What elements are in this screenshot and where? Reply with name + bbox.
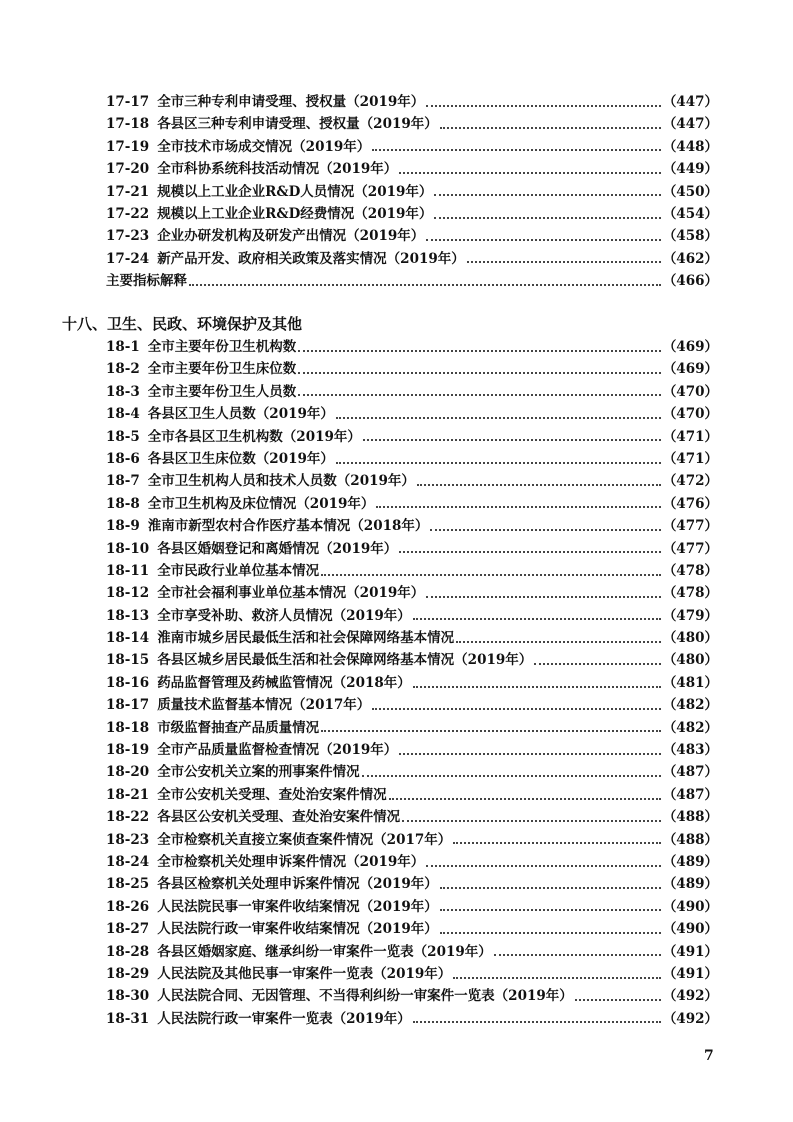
toc-entry[interactable] xyxy=(106,336,718,358)
entry-title: 各县区卫生人员数（2019年） xyxy=(147,406,334,423)
entry-title: 药品监督管理及药械监管情况（2018年） xyxy=(157,674,411,691)
entry-number: 18-7 xyxy=(106,473,140,490)
entry-number: 18-14 xyxy=(106,630,150,647)
entry-page: （466） xyxy=(662,273,718,290)
entry-page: （479） xyxy=(662,607,718,624)
entry-page: （492） xyxy=(662,1010,718,1027)
page-number: 7 xyxy=(704,1048,714,1064)
dot-leader xyxy=(467,260,661,263)
toc-entry[interactable] xyxy=(106,248,718,270)
dot-leader xyxy=(321,573,661,576)
entry-title: 全市卫生机构及床位情况（2019年） xyxy=(147,495,375,512)
entry-number: 17-24 xyxy=(106,250,150,267)
entry-number: 18-5 xyxy=(106,428,140,445)
section-heading: 十八、卫生、民政、环境保护及其他 xyxy=(62,315,303,333)
entry-page: （482） xyxy=(662,719,718,736)
toc-entry[interactable] xyxy=(106,582,718,604)
dot-leader xyxy=(426,104,661,107)
dot-leader xyxy=(575,998,661,1001)
entry-title: 全市主要年份卫生床位数 xyxy=(147,361,297,378)
entry-page: （469） xyxy=(662,339,718,355)
entry-number: 18-21 xyxy=(106,786,150,803)
dot-leader xyxy=(376,505,660,508)
dot-leader xyxy=(426,595,661,598)
entry-page: （492） xyxy=(662,988,718,1005)
entry-title: 人民法院及其他民事一审案件一览表（2019年） xyxy=(157,965,452,982)
entry-title: 企业办研发机构及研发产出情况（2019年） xyxy=(157,228,425,245)
entry-number: 18-9 xyxy=(106,518,140,535)
entry-number: 18-3 xyxy=(106,383,140,400)
entry-number: 17-17 xyxy=(106,94,150,110)
toc-entry[interactable] xyxy=(106,739,718,761)
entry-title: 全市享受补助、救济人员情况（2019年） xyxy=(157,607,411,624)
entry-number: 18-25 xyxy=(106,876,150,893)
entry-page: （482） xyxy=(662,697,718,714)
toc-entry[interactable] xyxy=(106,649,718,671)
toc-entry[interactable] xyxy=(106,203,718,225)
entry-title: 全市各县区卫生机构数（2019年） xyxy=(147,428,361,445)
toc-entry[interactable] xyxy=(106,470,718,492)
toc-entry[interactable] xyxy=(106,941,718,963)
entry-title: 规模以上工业企业R&D人员情况（2019年） xyxy=(157,183,433,200)
entry-page: （491） xyxy=(662,965,718,982)
dot-leader xyxy=(189,283,661,286)
toc-entry[interactable] xyxy=(106,784,718,806)
dot-leader xyxy=(399,752,661,755)
entry-number: 18-11 xyxy=(106,562,150,579)
toc-entry[interactable] xyxy=(106,605,718,627)
entry-title: 全市检察机关处理申诉案件情况（2019年） xyxy=(157,853,425,870)
entry-number: 18-29 xyxy=(106,965,150,982)
dot-leader xyxy=(362,774,661,777)
entry-page: （487） xyxy=(662,786,718,803)
entry-page: （477） xyxy=(662,540,718,557)
dot-leader xyxy=(413,685,661,688)
toc-entry[interactable] xyxy=(106,963,718,985)
entry-page: （450） xyxy=(662,183,718,200)
entry-page: （471） xyxy=(662,428,718,445)
entry-page: （490） xyxy=(662,898,718,915)
dot-leader xyxy=(453,976,661,979)
entry-number: 18-23 xyxy=(106,831,150,848)
entry-title: 各县区城乡居民最低生活和社会保障网络基本情况（2019年） xyxy=(157,652,533,669)
entry-title: 淮南市新型农村合作医疗基本情况（2018年） xyxy=(147,518,429,535)
toc-entry[interactable] xyxy=(106,672,718,694)
toc-entry[interactable] xyxy=(106,538,718,560)
entry-page: （480） xyxy=(662,652,718,669)
entry-number: 18-27 xyxy=(106,921,150,938)
entry-title: 全市社会福利事业单位基本情况（2019年） xyxy=(157,585,425,602)
toc-entry[interactable] xyxy=(106,381,718,403)
toc-entry[interactable] xyxy=(106,493,718,515)
toc-entry[interactable] xyxy=(106,113,718,135)
toc-entry[interactable] xyxy=(106,158,718,180)
toc-entry[interactable] xyxy=(106,806,718,828)
entry-number: 18-6 xyxy=(106,450,140,467)
entry-number: 17-18 xyxy=(106,116,150,133)
entry-title: 全市公安机关受理、查处治安案件情况 xyxy=(157,786,387,803)
dot-leader xyxy=(321,729,661,732)
dot-leader xyxy=(298,349,661,352)
entry-page: （488） xyxy=(662,831,718,848)
entry-number: 17-23 xyxy=(106,228,150,245)
dot-leader xyxy=(372,148,661,151)
entry-title: 各县区三种专利申请受理、授权量（2019年） xyxy=(157,116,438,133)
toc-entry[interactable] xyxy=(106,717,718,739)
entry-title: 人民法院行政一审案件一览表（2019年） xyxy=(157,1010,411,1027)
entry-number: 18-12 xyxy=(106,585,150,602)
dot-leader xyxy=(453,841,661,844)
dot-leader xyxy=(494,953,661,956)
entry-page: （448） xyxy=(662,138,718,155)
entry-title: 全市科协系统科技活动情况（2019年） xyxy=(157,161,398,178)
entry-title: 新产品开发、政府相关政策及落实情况（2019年） xyxy=(157,250,465,267)
entry-number: 18-1 xyxy=(106,339,140,355)
entry-number: 18-10 xyxy=(106,540,150,557)
toc-entry[interactable] xyxy=(106,829,718,851)
toc-entry[interactable] xyxy=(106,694,718,716)
entry-page: （462） xyxy=(662,250,718,267)
dot-leader xyxy=(430,528,660,531)
dot-leader xyxy=(440,886,661,889)
entry-page: （491） xyxy=(662,943,718,960)
toc-entry[interactable] xyxy=(106,873,718,895)
entry-number: 17-19 xyxy=(106,138,150,155)
entry-number: 18-24 xyxy=(106,853,150,870)
entry-number: 18-4 xyxy=(106,406,140,423)
entry-number: 18-26 xyxy=(106,898,150,915)
entry-title: 规模以上工业企业R&D经费情况（2019年） xyxy=(157,205,433,222)
toc-entry[interactable] xyxy=(106,181,718,203)
entry-page: （449） xyxy=(662,161,718,178)
dot-leader xyxy=(298,393,661,396)
entry-title: 全市主要年份卫生机构数 xyxy=(147,339,297,355)
entry-number: 18-30 xyxy=(106,988,150,1005)
dot-leader xyxy=(336,416,661,419)
dot-leader xyxy=(413,1020,661,1023)
entry-page: （454） xyxy=(662,205,718,222)
dot-leader xyxy=(426,864,661,867)
dot-leader xyxy=(434,216,660,219)
dot-leader xyxy=(434,193,660,196)
dot-leader xyxy=(372,707,661,710)
dot-leader xyxy=(399,171,661,174)
entry-title: 各县区检察机关处理申诉案件情况（2019年） xyxy=(157,876,438,893)
entry-page: （488） xyxy=(662,809,718,826)
entry-title: 人民法院合同、无因管理、不当得利纠纷一审案件一览表（2019年） xyxy=(157,988,573,1005)
toc-entry[interactable] xyxy=(106,918,718,940)
dot-leader xyxy=(440,126,661,129)
entry-number: 18-31 xyxy=(106,1010,150,1027)
entry-page: （477） xyxy=(662,518,718,535)
entry-title: 全市卫生机构人员和技术人员数（2019年） xyxy=(147,473,415,490)
entry-page: （480） xyxy=(662,630,718,647)
entry-page: （478） xyxy=(662,585,718,602)
dot-leader xyxy=(440,931,661,934)
entry-title: 主要指标解释 xyxy=(106,273,187,290)
dot-leader xyxy=(426,238,661,241)
entry-title: 市级监督抽查产品质量情况 xyxy=(157,719,320,736)
entry-number: 18-28 xyxy=(106,943,150,960)
entry-number: 18-19 xyxy=(106,742,150,759)
entry-number: 17-22 xyxy=(106,205,150,222)
toc-entry[interactable] xyxy=(106,270,718,292)
dot-leader xyxy=(440,908,661,911)
entry-number: 18-22 xyxy=(106,809,150,826)
entry-number: 18-16 xyxy=(106,674,150,691)
dot-leader xyxy=(402,819,661,822)
toc-entry[interactable] xyxy=(106,985,718,1007)
entry-title: 人民法院民事一审案件收结案情况（2019年） xyxy=(157,898,438,915)
entry-page: （478） xyxy=(662,562,718,579)
toc-entry[interactable] xyxy=(106,851,718,873)
entry-title: 各县区公安机关受理、查处治安案件情况 xyxy=(157,809,401,826)
entry-title: 全市公安机关立案的刑事案件情况 xyxy=(157,764,360,781)
entry-page: （489） xyxy=(662,853,718,870)
entry-page: （470） xyxy=(662,406,718,423)
entry-number: 18-18 xyxy=(106,719,150,736)
toc-entry[interactable] xyxy=(106,358,718,380)
entry-title: 各县区卫生床位数（2019年） xyxy=(147,450,334,467)
entry-page: （447） xyxy=(662,116,718,133)
toc-entry[interactable] xyxy=(106,403,718,425)
entry-page: （447） xyxy=(662,94,718,110)
entry-title: 人民法院行政一审案件收结案情况（2019年） xyxy=(157,921,438,938)
entry-number: 18-17 xyxy=(106,697,150,714)
dot-leader xyxy=(413,617,661,620)
dot-leader xyxy=(399,550,661,553)
dot-leader xyxy=(298,371,661,374)
entry-title: 全市检察机关直接立案侦查案件情况（2017年） xyxy=(157,831,452,848)
dot-leader xyxy=(336,461,661,464)
entry-number: 18-8 xyxy=(106,495,140,512)
entry-page: （458） xyxy=(662,228,718,245)
dot-leader xyxy=(417,483,661,486)
entry-title: 淮南市城乡居民最低生活和社会保障网络基本情况 xyxy=(157,630,455,647)
entry-title: 全市三种专利申请受理、授权量（2019年） xyxy=(157,94,425,110)
entry-page: （476） xyxy=(662,495,718,512)
toc-entry[interactable] xyxy=(106,225,718,247)
dot-leader xyxy=(389,797,661,800)
entry-title: 全市民政行业单位基本情况 xyxy=(157,562,320,579)
entry-title: 质量技术监督基本情况（2017年） xyxy=(157,697,371,714)
entry-number: 17-20 xyxy=(106,161,150,178)
toc-entry[interactable] xyxy=(106,896,718,918)
entry-page: （489） xyxy=(662,876,718,893)
toc-entry[interactable] xyxy=(106,1008,718,1030)
toc-list-part1 xyxy=(106,91,718,293)
entry-page: （471） xyxy=(662,450,718,467)
entry-page: （470） xyxy=(662,383,718,400)
entry-title: 全市产品质量监督检查情况（2019年） xyxy=(157,742,398,759)
entry-page: （487） xyxy=(662,764,718,781)
entry-number: 18-20 xyxy=(106,764,150,781)
toc-entry[interactable] xyxy=(106,515,718,537)
toc-entry[interactable] xyxy=(106,761,718,783)
entry-number: 18-15 xyxy=(106,652,150,669)
entry-number: 18-2 xyxy=(106,361,140,378)
entry-title: 全市技术市场成交情况（2019年） xyxy=(157,138,371,155)
toc-entry[interactable] xyxy=(106,91,718,113)
entry-title: 各县区婚姻家庭、继承纠纷一审案件一览表（2019年） xyxy=(157,943,492,960)
toc-entry[interactable] xyxy=(106,448,718,470)
toc-entry[interactable] xyxy=(106,627,718,649)
dot-leader xyxy=(363,438,661,441)
toc-entry[interactable] xyxy=(106,560,718,582)
entry-page: （472） xyxy=(662,473,718,490)
entry-page: （490） xyxy=(662,921,718,938)
entry-number: 17-21 xyxy=(106,183,150,200)
dot-leader xyxy=(456,640,661,643)
toc-entry[interactable] xyxy=(106,136,718,158)
toc-list-part2 xyxy=(106,336,718,1030)
entry-title: 全市主要年份卫生人员数 xyxy=(147,383,297,400)
toc-entry[interactable] xyxy=(106,426,718,448)
entry-page: （469） xyxy=(662,361,718,378)
entry-page: （481） xyxy=(662,674,718,691)
entry-title: 各县区婚姻登记和离婚情况（2019年） xyxy=(157,540,398,557)
dot-leader xyxy=(534,662,661,665)
entry-page: （483） xyxy=(662,742,718,759)
entry-number: 18-13 xyxy=(106,607,150,624)
